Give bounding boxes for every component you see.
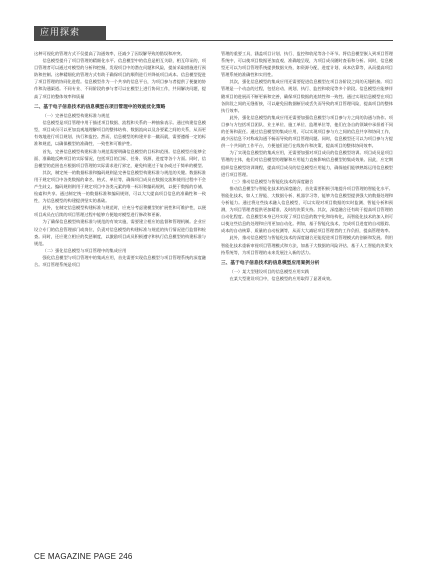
paragraph: 管理的重要工具，涵盖项目计划、执行、监控和收尾等各个环节。将信息模型嵌入到项目管理系统中，可以使项目数据更加直观、准确地呈现，为项目成员随时查看和分析。同时，信息模型还可以为项目管理系统提供数据支持，如资源分配、进度计划、成本估算等，从而提高项目管理系统的准确性和实用性。 — [221, 51, 393, 78]
paragraph: 其次，强化信息模型的集成应用还需要促进信息模型在项目各阶段之间的无缝衔接。项目管理是一个动态的过程，包括启动、规划、执行、监控和收尾等多个阶段。信息模型应能够伴随项目的进展而不断更新和完善，确保项目数据的连续性和一致性。通过实现信息模型在项目各阶段之间的无缝衔接，可以避免因数据断层或丢失而导致的项目管理风险，提高项目的整体执行效率。 — [221, 79, 393, 113]
left-column — [34, 50, 206, 547]
header-rule — [34, 40, 393, 41]
section-heading: 二、基于电子信息技术的信息模型在项目管理中的效能优化策略 — [34, 104, 166, 110]
paragraph: 此外，强化信息模型的集成应用还需要加强信息模型与项目参与方之间的沟通与协作。项目参与方包括项目团队、业主单位、施工单位、监理单位等，他们在各自的领域中承担着不同的任务和责任。通过信息模型的集成应用，可以实现项目参与方之间的信息共享和协同工作，减少因信息不对称或沟通不畅而导致的项目管理问题。同时，信息模型还可以为项目参与方提供一个共同的工作平台，方便他们进行在线协作和决策，提高项目的整体协同效率。 — [221, 114, 393, 149]
paragraph: 此外，推动信息模型与智能化技术的深度融合还能促进项目管理模式的创新和发展。利用智能化技术重新审视项目管理模式和方法，如基于大数据的风险评估、基于人工智能的决策支持系统等，为项目管理的未来发展注入新的活力。 — [221, 235, 393, 255]
right-column — [221, 50, 393, 547]
paragraph: 这种可视化的管理方式不仅提高了沟通效率，还减少了因误解导致的错误和冲突。 — [34, 51, 185, 56]
subsection-heading: （二）强化信息模型与项目管理中的集成应用 — [42, 247, 127, 253]
paragraph: 此外，在制定信息模型构建标准与规范时，应充分考虑建模型的扩展性和可维护性，以便项目成员在后续的项目管理过程中能够方便地对模型进行修改和更新。 — [34, 205, 206, 218]
paragraph: 为了实现信息模型的集成应用，还需要加强对项目成员的信息模型培训。项目成员是项目管理的主体，他们对信息模型的理解和应用能力直接影响信息模型的集成效果。因此，应定期组织信息模型培训课程，提高项目成员的信息模型应用能力，确保他们能够熟练运用信息模型进行项目管理。 — [221, 150, 393, 177]
subsection-heading: （一）某大型建设项目的信息模型应用实践 — [229, 269, 310, 275]
page-number: PAGE 246 — [93, 552, 133, 561]
paragraph: 首先，完善信息模型构建标准与规范需要明确信息模型的目标和范围。信息模型应能够全面、准确地反映项目的实际情况，包括项目的目标、任务、资源、进度等各个方面。同时，信息模型的范围也应根据项目管理的实际需求进行界定，避免构建过于复杂或过于简单的模型。 — [34, 148, 206, 168]
section-heading: 三、基于电子信息技术的信息模型应用案例分析 — [221, 260, 320, 266]
paragraph: 强化信息模型与项目管理中的集成应用，首先需要实现信息模型与项目管理系统的深度融合。项目管理系统是项目 — [34, 254, 206, 268]
subsection-heading: （一）完善信息模型构建标准与规范 — [42, 113, 110, 119]
paragraph: 在某大型建设项目中，信息模型的应用取得了显著成效。 — [229, 276, 335, 282]
paragraph: 信息模型是项目管理中用于描述项目数据、流程和关系的一种抽象表示。通过构建信息模型，项目成员可以更加直观地理解项目的整体结构、数据流向以及各要素之间的关系，从而更有效地进行项目规划、执行和监控。然而，信息模型的构建并非一蹴而就，需要遵循一定的标准和规范，以确保模型的准确性、一致性和可维护性。 — [34, 120, 206, 147]
paragraph: 推动信息模型与智能化技术的深度融合，首先需要积极引地提升项目管理的智能化水平。智能化技术，如人工智能、大数据分析、机器学习等，能够为信息模型提供强大的数据处理和分析能力。通过将这些技术融入信息模型，可以实现对项目数据的实时监测、智能分析和预测，为项目管理者提供更加精准、及时的决策支持。其次，深度融合还有助于提高项目管理的自动化程度。信息模型本身已经实现了项目信息的数字化和结构化，而智能化技术的加入则可以使这些信息的处理和应用更加自动化。例如，基于智能化技术，完成项目进度的自动跟踪、成本的自动核算、质量的自动检测等，从而大大减轻项目管理者的工作负担，提高管理效率。 — [221, 185, 393, 234]
page-footer — [34, 552, 133, 561]
section-tab: 应用探索 — [34, 26, 106, 40]
paragraph: 其次，制定统一的数据标准和编码规则是完善信息模型构建标准与规范的关键。数据标准用于规定项目中各类数据的命名、格式、单位等，确保项目成员在数据交流和使用过程中不会产生歧义。编码规则则用于规定项目中各类元素的唯一标识和编码规则，以便于数据的存储、检索和共享。通过制定统一的数据标准和编码规则，可以大大提高项目信息的准确性和一致性，为信息模型的构建提供坚实的基础。 — [34, 169, 206, 204]
paragraph: 为了确保信息模型构建标准与规范的有效实施，需要建立相应的监督和管理机制。企业应设立专门的信息管理部门或岗位，负责对信息模型的构建标准与规范的执行情况进行监督和检查。同时，还应建立相应的奖惩制度，以激励项目成员积极遵守和执行信息模型的构建标准与规范。 — [34, 219, 206, 246]
subsection-heading: （三）推动信息模型与智能化技术的深度融合 — [229, 178, 314, 184]
magazine-name: CE MAGAZINE — [34, 552, 92, 561]
paragraph: 信息模型提升了项目管理的精细化水平。信息模型中的信息是相互关联、相互印证的，项目管理者可以通过对模型的分析和挖掘，发现项目中的潜在问题和风险，提前采取措施进行预防和控制。这种精细化的管理方式有助于确保项目的顺利进行并降低项目成本。信息模型促进了项目管理的协同化进程。信息模型作为一个共享的信息平台，为项目参与者提供了便捷的协作和沟通渠道。不同专业、不同阶段的参与者可以在模型上进行协同工作，共同解决问题，提高了项目的整体效率和质量 — [34, 58, 206, 99]
